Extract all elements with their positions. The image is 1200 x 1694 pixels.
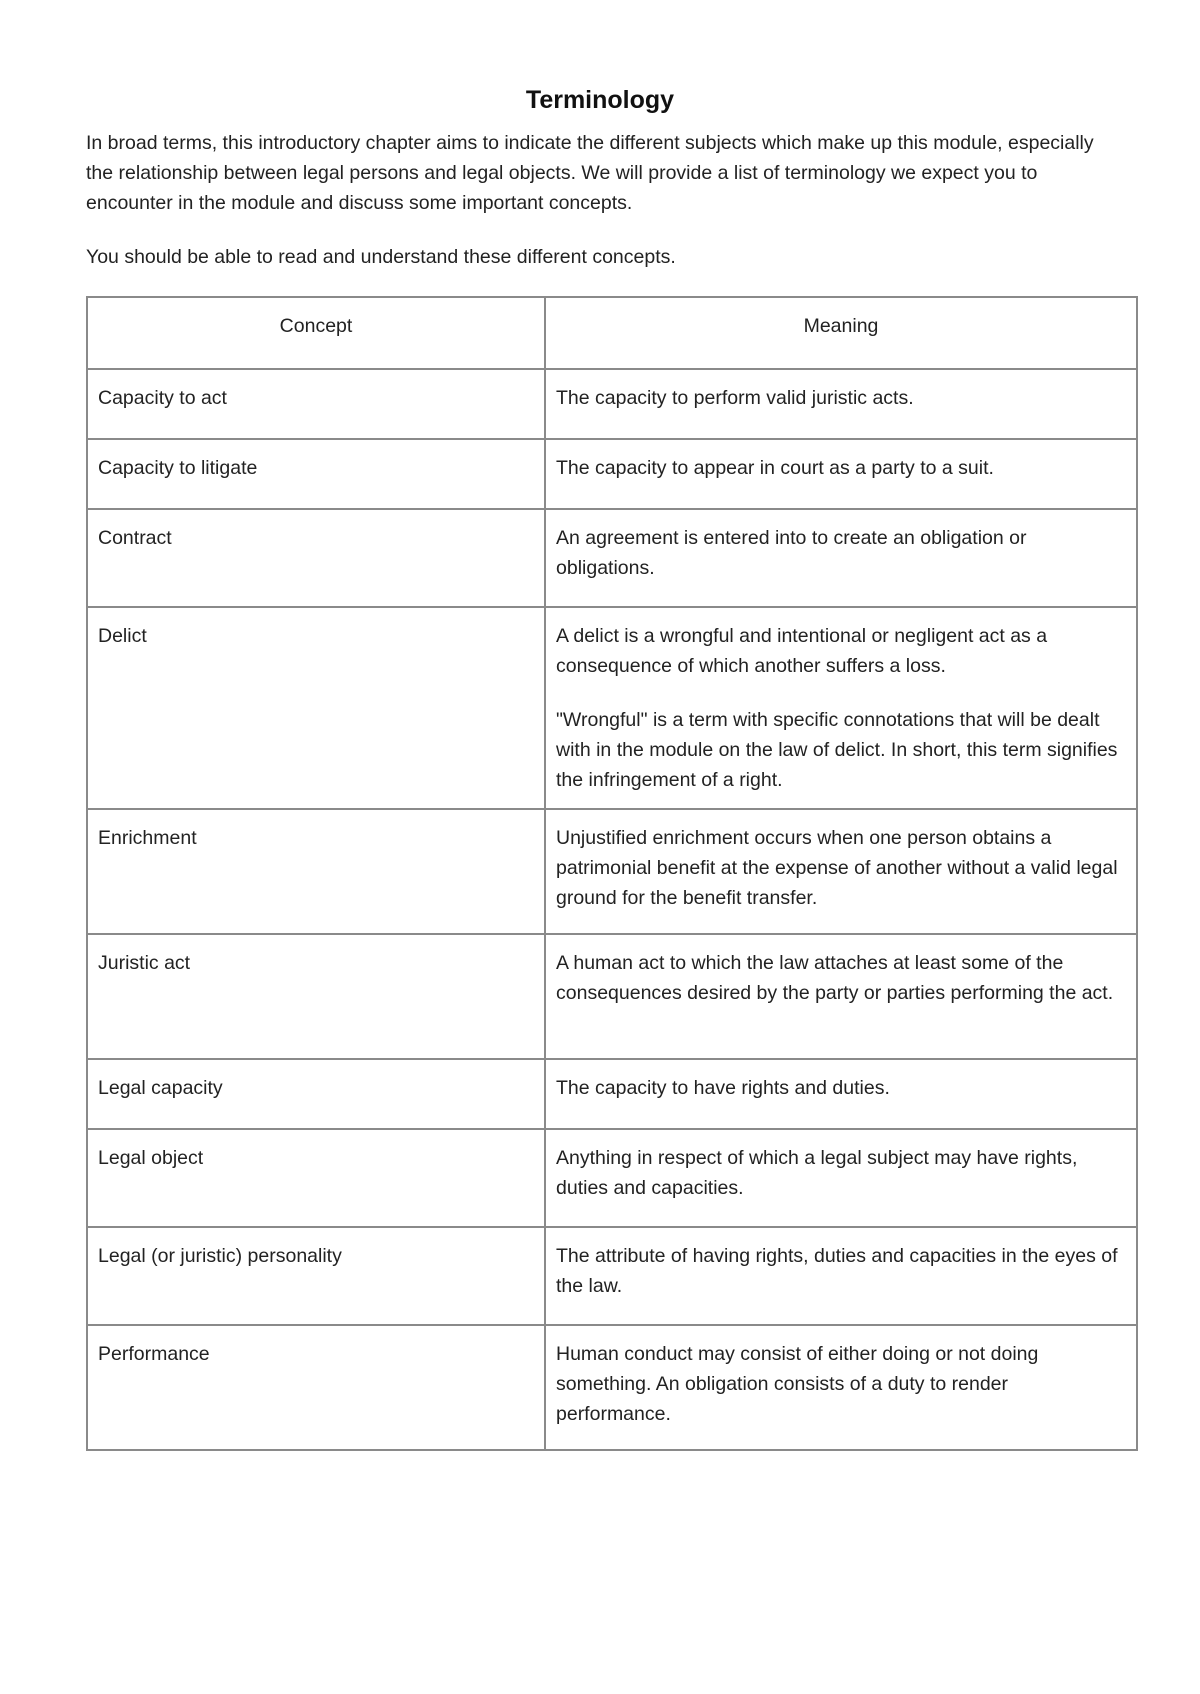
meaning-paragraph: "Wrongful" is a term with specific connotations that will be dealt with in the module on the law of delict. In short, this term signifies the infringement of a right. — [556, 709, 1118, 791]
table-header-row — [87, 297, 1137, 369]
table-row — [87, 1059, 1137, 1129]
concept-cell: Capacity to act — [87, 369, 545, 439]
concept-cell: Juristic act — [87, 934, 545, 1059]
page-title: Terminology — [525, 86, 675, 114]
meaning-cell — [545, 509, 1137, 607]
concept-cell: Contract — [87, 509, 545, 607]
meaning-cell — [545, 1227, 1137, 1325]
table-row — [87, 934, 1137, 1059]
meaning-cell — [545, 607, 1137, 809]
meaning-paragraph: The capacity to perform valid juristic acts. — [556, 387, 914, 409]
table-row — [87, 1227, 1137, 1325]
meaning-paragraph: The capacity to appear in court as a party to a suit. — [556, 457, 994, 479]
meaning-paragraph: Unjustified enrichment occurs when one person obtains a patrimonial benefit at the expense of another without a valid legal ground for the benefit transfer. — [556, 827, 1118, 909]
concept-cell: Legal (or juristic) personality — [87, 1227, 545, 1325]
header-concept: Concept — [87, 297, 545, 369]
meaning-paragraph: An agreement is entered into to create an obligation or obligations. — [556, 527, 1027, 579]
concept-cell: Enrichment — [87, 809, 545, 934]
header-meaning: Meaning — [545, 297, 1137, 369]
meaning-paragraph: A human act to which the law attaches at least some of the consequences desired by the party or parties performing the act. — [556, 952, 1114, 1004]
meaning-cell — [545, 1059, 1137, 1129]
table-row — [87, 1129, 1137, 1227]
table-row — [87, 439, 1137, 509]
table-row — [87, 809, 1137, 934]
concept-cell: Performance — [87, 1325, 545, 1450]
meaning-cell — [545, 1129, 1137, 1227]
meaning-cell — [545, 1325, 1137, 1450]
meaning-paragraph: Anything in respect of which a legal subject may have rights, duties and capacities. — [556, 1147, 1078, 1199]
intro-note: You should be able to read and understand these different concepts. — [86, 246, 676, 268]
terminology-table — [86, 296, 1138, 1451]
meaning-cell — [545, 934, 1137, 1059]
table-row — [87, 607, 1137, 809]
meaning-paragraph: Human conduct may consist of either doing or not doing something. An obligation consists of a duty to render performance. — [556, 1343, 1039, 1425]
table-row — [87, 1325, 1137, 1450]
table-row — [87, 509, 1137, 607]
meaning-cell — [545, 369, 1137, 439]
meaning-paragraph: The capacity to have rights and duties. — [556, 1077, 890, 1099]
concept-cell: Legal object — [87, 1129, 545, 1227]
intro-paragraph: In broad terms, this introductory chapter aims to indicate the different subjects which make up this module, especially the relationship between legal persons and legal objects. We will provide a list of terminology we expect you to encounter in the module and discuss some important concepts. — [86, 132, 1094, 214]
meaning-paragraph: A delict is a wrongful and intentional or negligent act as a consequence of which another suffers a loss. — [556, 625, 1048, 677]
meaning-paragraph: The attribute of having rights, duties and capacities in the eyes of the law. — [556, 1245, 1118, 1297]
concept-cell: Capacity to litigate — [87, 439, 545, 509]
meaning-cell — [545, 439, 1137, 509]
meaning-cell — [545, 809, 1137, 934]
concept-cell: Delict — [87, 607, 545, 809]
table-row — [87, 369, 1137, 439]
concept-cell: Legal capacity — [87, 1059, 545, 1129]
